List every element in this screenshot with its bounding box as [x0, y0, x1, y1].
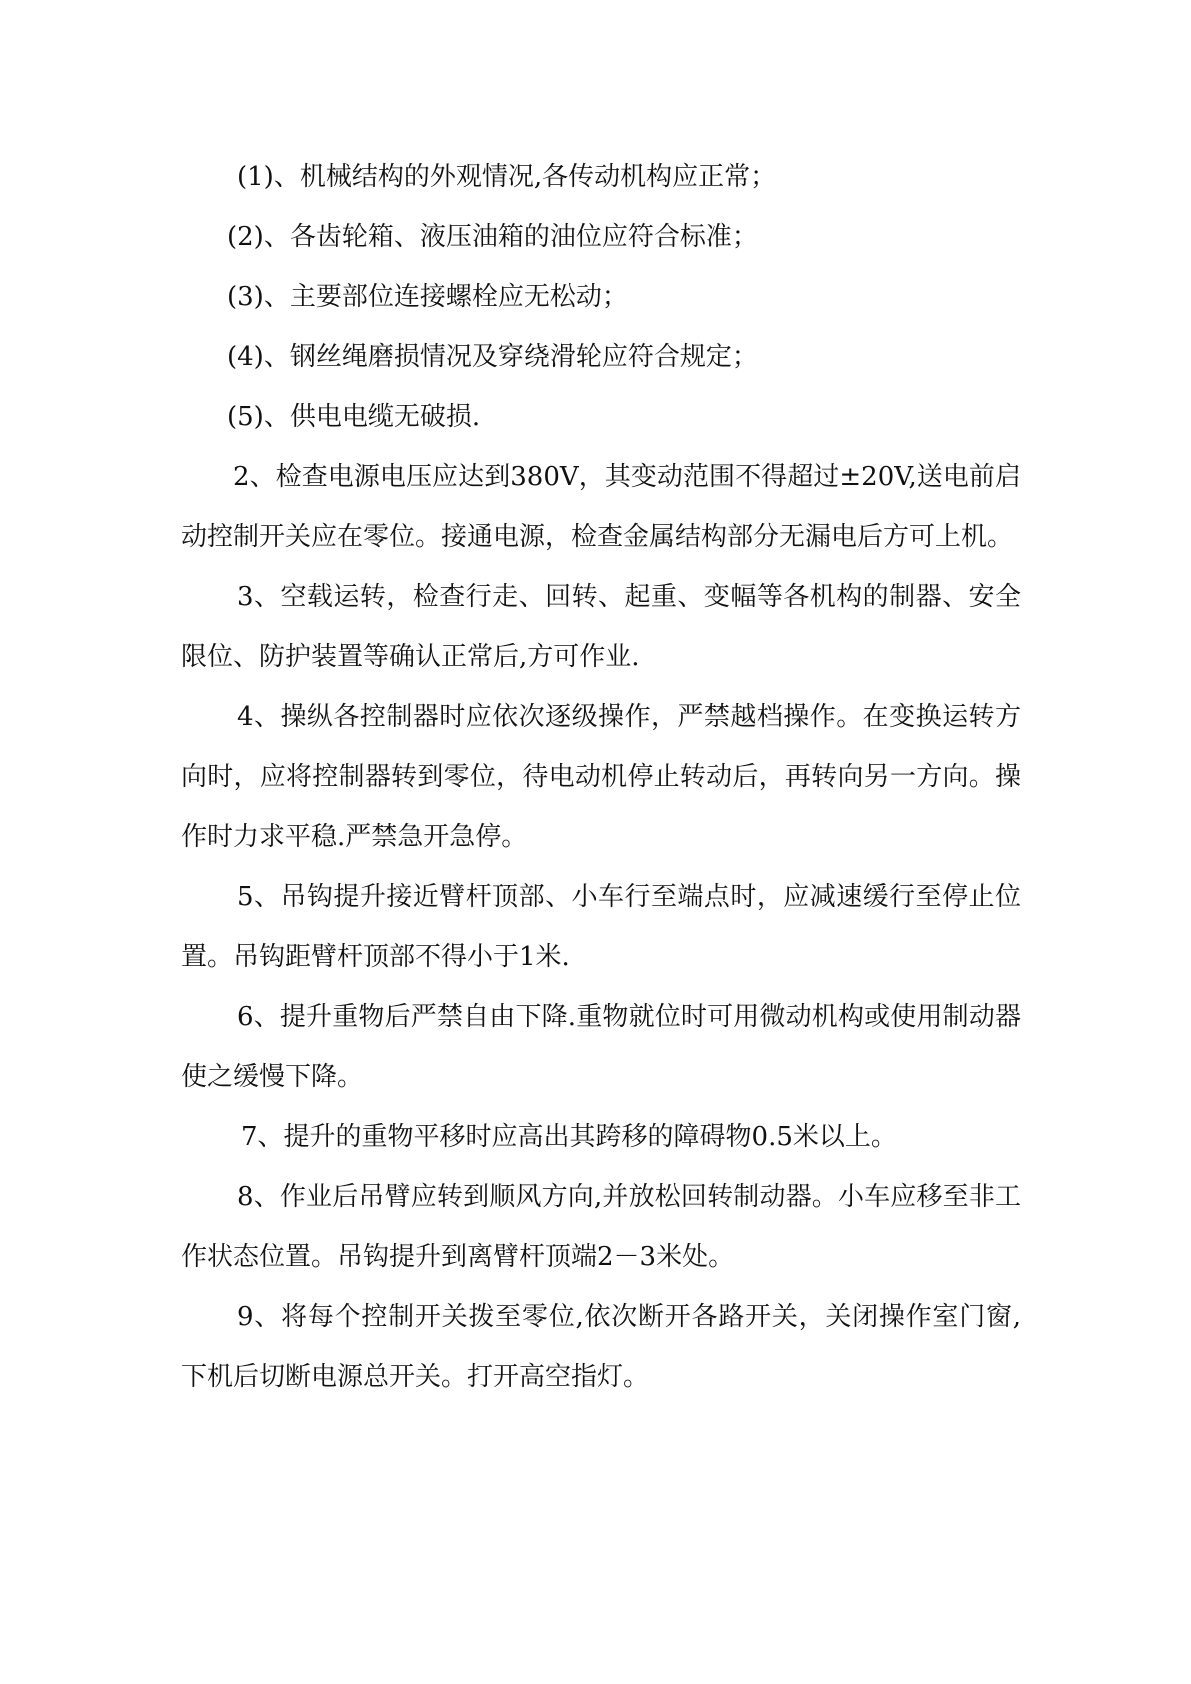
document-body: [181, 147, 1021, 1407]
paragraph-step-3: 3、空载运转，检查行走、回转、起重、变幅等各机构的制器、安全限位、防护装置等确认正常后,方可作业.: [181, 582, 1021, 672]
paragraph-sub-item-2: (2)、各齿轮箱、液压油箱的油位应符合标准；: [227, 222, 758, 252]
paragraph-step-8: 8、作业后吊臂应转到顺风方向,并放松回转制动器。小车应移至非工作状态位置。吊钩提升到离臂杆顶端2－3米处。: [181, 1182, 1021, 1272]
paragraph-step-6: 6、提升重物后严禁自由下降.重物就位时可用微动机构或使用制动器使之缓慢下降。: [181, 1002, 1021, 1092]
paragraph-sub-item-5: (5)、供电电缆无破损.: [227, 402, 481, 432]
paragraph-step-9: 9、将每个控制开关拨至零位,依次断开各路开关，关闭操作室门窗,下机后切断电源总开关。打开高空指灯。: [181, 1302, 1021, 1392]
paragraph-sub-item-4: (4)、钢丝绳磨损情况及穿绕滑轮应符合规定；: [227, 342, 758, 372]
paragraph-sub-item-1: (1)、机械结构的外观情况,各传动机构应正常；: [237, 162, 777, 192]
paragraph-step-4: 4、操纵各控制器时应依次逐级操作，严禁越档操作。在变换运转方向时，应将控制器转到零位，待电动机停止转动后，再转向另一方向。操作时力求平稳.严禁急开急停。: [181, 702, 1021, 852]
paragraph-step-5: 5、吊钩提升接近臂杆顶部、小车行至端点时，应减速缓行至停止位置。吊钩距臂杆顶部不得小于1米.: [181, 882, 1021, 972]
paragraph-step-2: 2、检查电源电压应达到380V，其变动范围不得超过±20V,送电前启动控制开关应在零位。接通电源，检查金属结构部分无漏电后方可上机。: [181, 462, 1021, 552]
paragraph-sub-item-3: (3)、主要部位连接螺栓应无松动；: [227, 282, 628, 312]
paragraph-step-7: 7、提升的重物平移时应高出其跨移的障碍物0.5米以上。: [241, 1122, 897, 1152]
